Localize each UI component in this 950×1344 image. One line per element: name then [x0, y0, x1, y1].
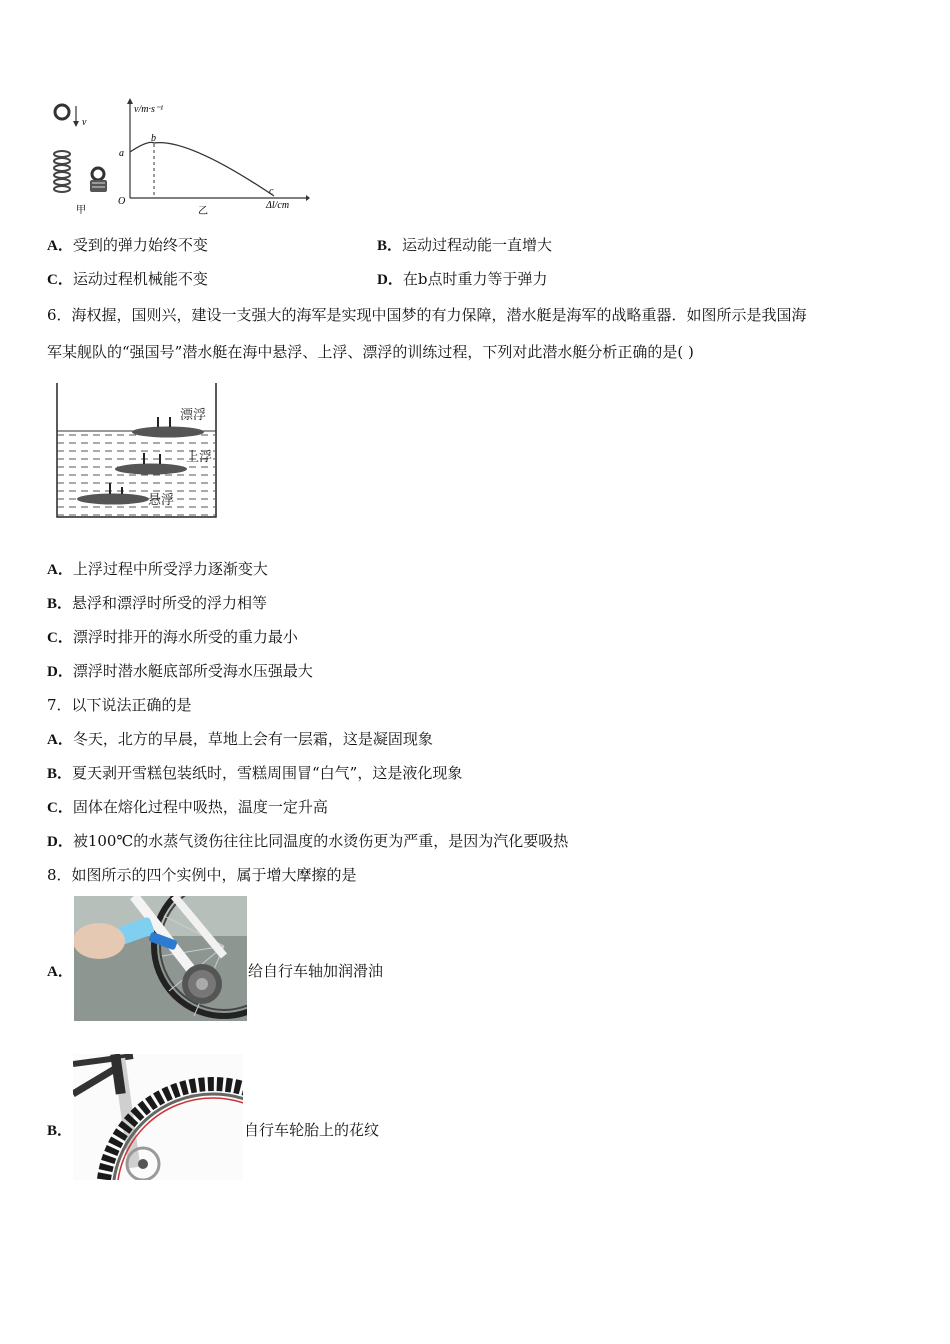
q6-option-b: B．悬浮和漂浮时所受的浮力相等 — [47, 594, 268, 612]
q5-option-c: C．运动过程机械能不变 — [47, 270, 208, 288]
origin-label: O — [118, 196, 126, 207]
velocity-curve — [130, 142, 274, 196]
q5-option-b: B．运动过程动能一直增大 — [377, 236, 553, 254]
q8-option-b-text: 自行车轮胎上的花纹 — [244, 1121, 380, 1139]
q6-option-a: A．上浮过程中所受浮力逐渐变大 — [47, 560, 268, 578]
q6-stem-line2: 军某舰队的“强国号”潜水艇在海中悬浮、上浮、漂浮的训练过程，下列对此潜水艇分析正确的是( ) — [47, 343, 694, 361]
q7-stem: 7．以下说法正确的是 — [47, 696, 192, 714]
submarine-figure — [56, 383, 218, 519]
q7-option-d: D．被100℃的水蒸气烫伤往往比同温度的水烫伤更为严重，是因为汽化要吸热 — [47, 832, 569, 850]
q6-option-c: C．漂浮时排开的海水所受的重力最小 — [47, 628, 298, 646]
bicycle-oiling-photo — [74, 896, 247, 1021]
q8-option-a-label: A． — [47, 964, 73, 980]
label-yi: 乙 — [198, 206, 208, 217]
ball-icon — [55, 105, 69, 119]
q5-figure-svg — [48, 98, 310, 220]
submarine-figure-svg — [56, 383, 218, 519]
q8-option-a-text: 给自行车轴加润滑油 — [248, 962, 384, 980]
q8-option-b-label: B． — [47, 1123, 73, 1139]
y-axis-label: v/m·s⁻¹ — [134, 104, 164, 115]
label-jia: 甲 — [76, 205, 86, 216]
point-b-label: b — [151, 133, 156, 144]
q7-option-b: B．夏天剥开雪糕包装纸时，雪糕周围冒“白气”，这是液化现象 — [47, 764, 463, 782]
velocity-label: v — [82, 117, 87, 128]
label-rise: 上浮 — [186, 449, 213, 464]
label-suspend: 悬浮 — [148, 492, 175, 507]
q6-stem-line1: 6．海权握，国则兴，建设一支强大的海军是实现中国梦的有力保障，潜水艇是海军的战略重器．如图所示是我国海 — [47, 306, 807, 324]
q5-option-a: A．受到的弹力始终不变 — [47, 236, 208, 254]
q5-option-d: D．在b点时重力等于弹力 — [377, 270, 548, 288]
label-float: 漂浮 — [180, 407, 207, 422]
x-axis-label: Δl/cm — [266, 200, 290, 211]
q6-option-d: D．漂浮时潜水艇底部所受海水压强最大 — [47, 662, 313, 680]
q7-option-a: A．冬天，北方的早晨，草地上会有一层霜，这是凝固现象 — [47, 730, 433, 748]
point-c-label: c — [269, 186, 274, 197]
point-a-label: a — [119, 148, 124, 159]
q7-option-c: C．固体在熔化过程中吸热，温度一定升高 — [47, 798, 328, 816]
q8-stem: 8．如图所示的四个实例中，属于增大摩擦的是 — [47, 866, 357, 884]
bicycle-tire-photo — [73, 1054, 243, 1180]
compressed-spring-icon — [90, 168, 107, 192]
spring-icon — [54, 151, 70, 192]
q5-figure — [48, 98, 310, 220]
